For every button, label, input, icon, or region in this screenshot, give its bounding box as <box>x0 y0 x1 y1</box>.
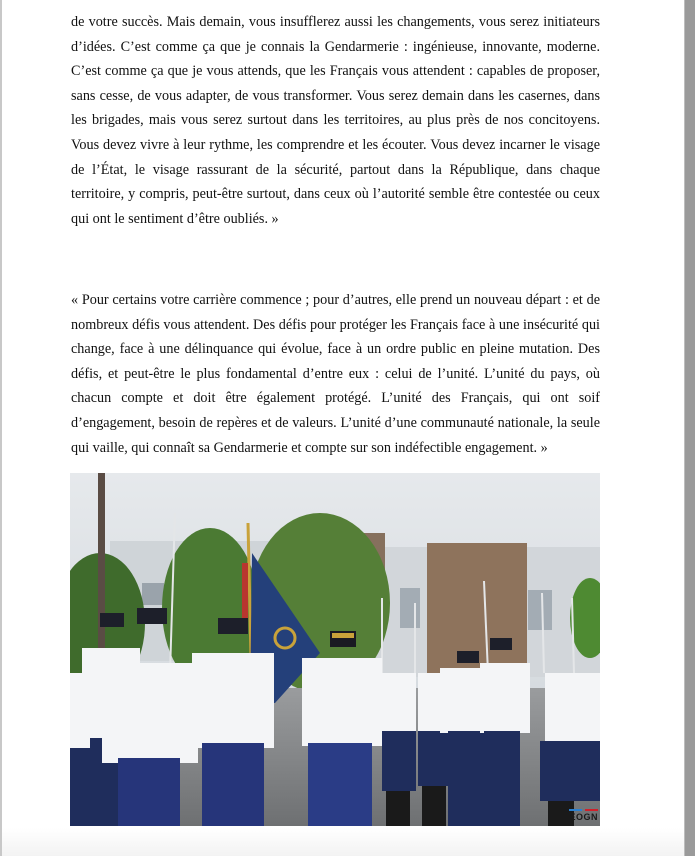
flag-fringe <box>242 563 248 623</box>
page-bottom-shadow <box>2 828 684 856</box>
eogn-watermark: EOGN <box>569 812 598 822</box>
page-left-border <box>0 0 2 856</box>
paragraph-speech-quote: « Pour certains votre carrière commence ; pour d’autres, elle prend un nouveau départ : et de nombreux défis vous attendent. Des défis pour protéger les Français face à une insécurité qui change, face à une délinquance qui évolue, face à un ordre public en pleine mutation. Des défis, et peut-être le plus fondamental d’entre eux : celui de l’unité. L’unité du pays, où chacun compte et doit être également protégé. L’unité des Français, qui ont soif d’engagement, besoin de repères et de valeurs. L’unité d’une communauté nationale, la seule qui vaille, qui connaît sa Gendarmerie et compte sur son indéfectible engagement. » <box>71 292 600 456</box>
ceremony-photo-illustration <box>70 473 600 826</box>
window <box>528 590 552 630</box>
window <box>142 583 164 605</box>
ceremony-photo <box>70 473 600 826</box>
general-officer <box>302 631 382 826</box>
window <box>400 588 420 628</box>
paragraph-speech-continuation: de votre succès. Mais demain, vous insufflerez aussi les changements, vous serez initiateurs d’idées. C’est comme ça que je connais la Gendarmerie : ingénieuse, innovante, moderne. C’est comme ça que je vous attends, que les Français vous attendent : capables de proposer, sans cesse, de vous adapter, de vous transformer. Vous serez demain dans les casernes, dans les brigades, mais vous serez surtout dans les territoires, au plus près de nos concitoyens. Vous devez vivre à leur rythme, les comprendre et les écouter. Vous devez incarner le visage de l’État, le visage rassurant de la sécurité, partout dans la République, dans chaque territoire, y compris, peut-être surtout, dans ceux où l’autorité semble être contestée ou ceux qui ont le sentiment d’être oubliés. » <box>71 14 600 227</box>
viewer-scrollbar-gutter[interactable] <box>684 0 695 856</box>
